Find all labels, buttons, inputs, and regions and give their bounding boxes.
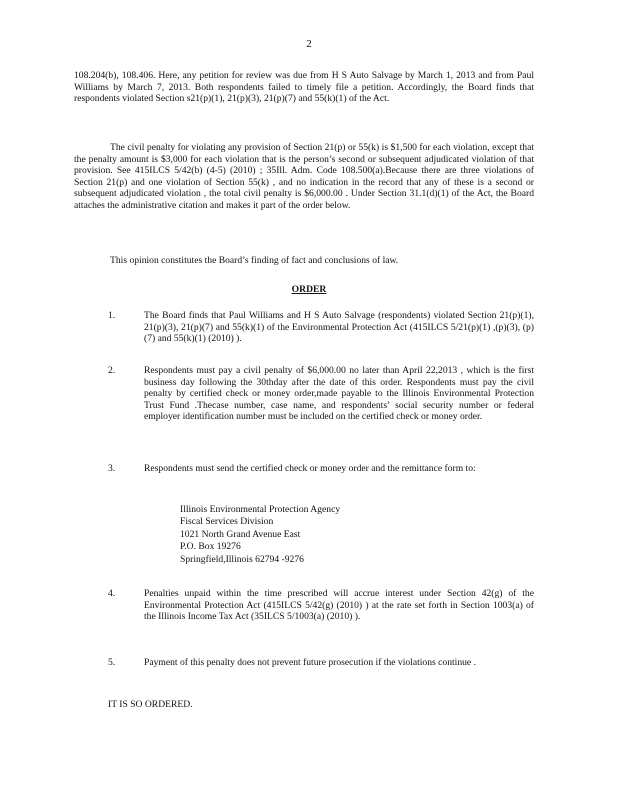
address-line-city: Springfield,Illinois 62794 -9276: [180, 553, 304, 565]
order-item-number: 4.: [108, 588, 116, 599]
address-line-division: Fiscal Services Division: [180, 516, 274, 528]
page-number: 2: [306, 38, 312, 50]
address-line-agency: Illinois Environmental Protection Agency: [180, 504, 341, 515]
order-item-number: 3.: [108, 463, 116, 474]
remittance-address: [180, 504, 340, 566]
closing-statement: IT IS SO ORDERED.: [108, 699, 193, 710]
order-item-number: 1.: [108, 310, 116, 321]
paragraph-findings: This opinion constitutes the Board’s finding of fact and conclusions of law.: [110, 255, 399, 266]
address-line-po-box: P.O. Box 19276: [180, 541, 241, 553]
order-item-number: 5.: [108, 657, 116, 668]
paragraph-petition-deadline: 108.204(b), 108.406. Here, any petition for review was due from H S Auto Salvage by March 1, 2013 and from Paul Williams by March 7, 2013. Both respondents failed to timely file a petition. Accordingly, the Board finds that respondents violated Section s21(p)(1), 21(p)(3), 21(p)(7) and 55(k)(1) of the Act.: [74, 70, 534, 105]
order-item-text: The Board finds that Paul Williams and H S Auto Salvage (respondents) violated Section 21(p)(1), 21(p)(3), 21(p)(7) and 55(k)(1) of the Environmental Protection Act (415ILCS 5/21(p)(1) ,(p)(3), (p)(7) and 55(k)(1) (2010) ).: [144, 310, 534, 345]
order-item-text: Respondents must pay a civil penalty of $6,000.00 no later than April 22,2013 , which is the first business day following the 30thday after the date of this order. Respondents must pay the civil penalty by certified check or money order,made payable to the Illinois Environmental Protection Trust Fund .Thecase number, case name, and respondents’ social security number or federal employer identification number must be included on the certified check or money order.: [144, 365, 534, 423]
address-line-street: 1021 North Grand Avenue East: [180, 528, 301, 540]
order-heading: ORDER: [291, 284, 327, 295]
order-item-text: Respondents must send the certified check or money order and the remittance form to:: [144, 463, 476, 474]
paragraph-civil-penalty: The civil penalty for violating any provision of Section 21(p) or 55(k) is $1,500 for each violation, except that the penalty amount is $3,000 for each violation that is the person’s second or subsequent adjudicated violation of that provision. See 415ILCS 5/42(b) (4-5) (2010) ; 35Ill. Adm. Code 108.500(a).Because there are three violations of Section 21(p) and one violation of Section 55(k) , and no indication in the record that any of these is a second or subsequent adjudicated violation , the total civil penalty is $6,000.00 . Under Section 31.1(d)(1) of the Act, the Board attaches the administrative citation and makes it part of the order below.: [74, 142, 534, 211]
order-item-text: Payment of this penalty does not prevent future prosecution if the violations continue .: [144, 657, 476, 668]
order-item-number: 2.: [108, 365, 116, 376]
order-item-text: Penalties unpaid within the time prescribed will accrue interest under Section 42(g) of the Environmental Protection Act (415ILCS 5/42(g) (2010) ) at the rate set forth in Section 1003(a) of the Illinois Income Tax Act (35ILCS 5/1003(a) (2010) ).: [144, 588, 534, 623]
